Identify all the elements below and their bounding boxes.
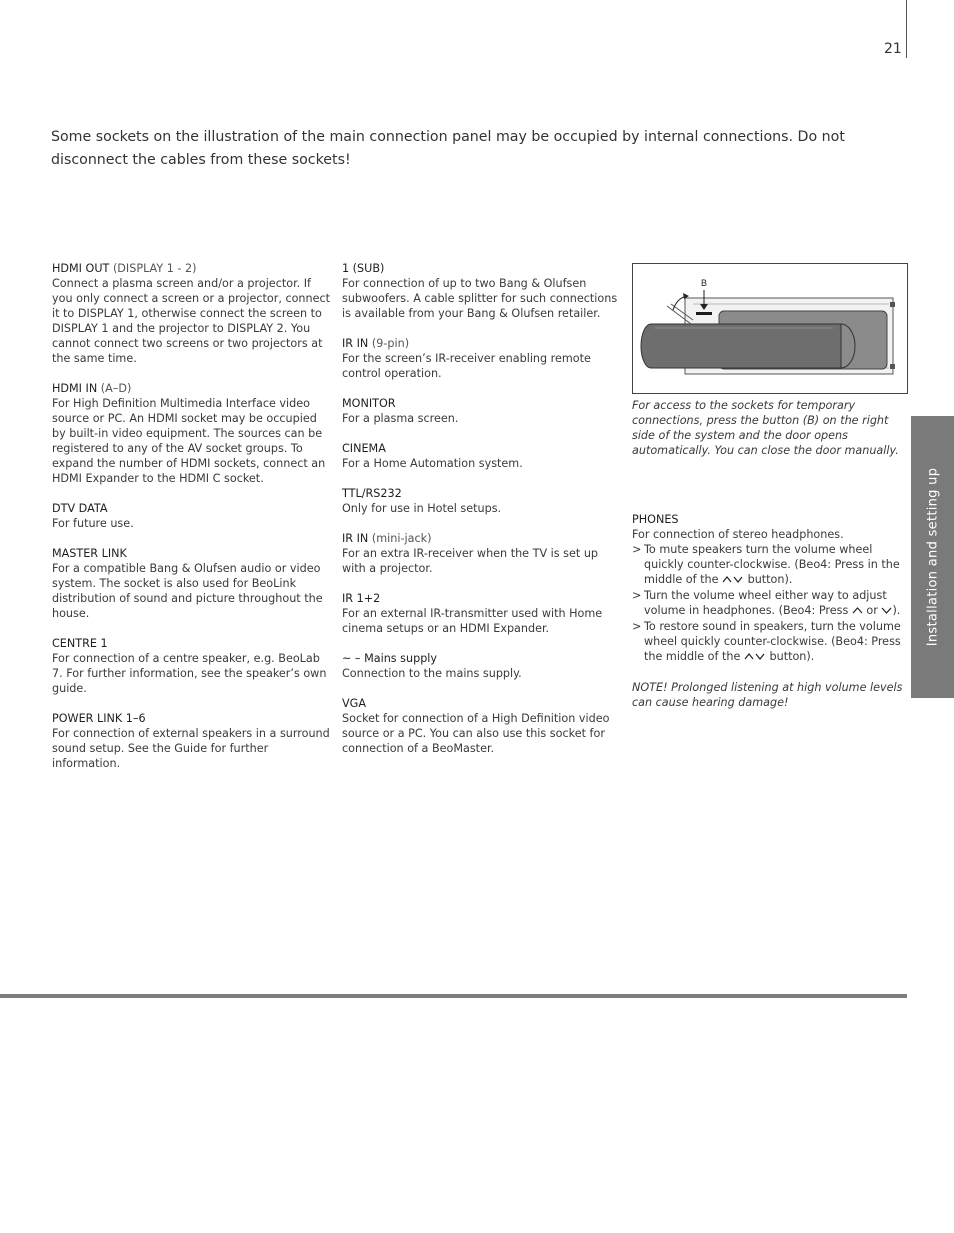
entry-desc: For connection of stereo headphones.	[632, 528, 844, 541]
entry-term: MONITOR	[342, 397, 396, 410]
entry-desc: For a Home Automation system.	[342, 457, 523, 470]
entry-desc: For connection of up to two Bang & Olufsen subwoofers. A cable splitter for such connections is available from your Bang & Olufsen retailer.	[342, 277, 618, 320]
entry-term: MASTER LINK	[52, 547, 127, 560]
phones-instructions	[632, 542, 910, 665]
door-illustration	[632, 263, 908, 394]
chevron-up-down-icon	[744, 650, 766, 665]
entry-ir-in-mini	[342, 531, 622, 576]
entry-sub	[342, 261, 622, 321]
entry-term: HDMI OUT (DISPLAY 1 - 2)	[52, 262, 197, 275]
chevron-up-icon	[852, 604, 863, 619]
entry-desc: Only for use in Hotel setups.	[342, 502, 502, 515]
entry-term: POWER LINK 1–6	[52, 712, 146, 725]
intro-paragraph: Some sockets on the illustration of the main connection panel may be occupied by internal connections. Do not disconnect the cables from these sockets!	[51, 129, 845, 168]
entry-hdmi-in	[52, 381, 332, 486]
entry-ttl-rs232	[342, 486, 622, 516]
entry-desc: For High Definition Multimedia Interface video source or PC. An HDMI socket may be occupied by built-in video equipment. The sources can be registered to any of the AV socket groups. To expand the number of HDMI sockets, connect an HDMI Expander to the HDMI C socket.	[52, 397, 326, 485]
entry-desc: Connection to the mains supply.	[342, 667, 522, 680]
entry-desc: Socket for connection of a High Definition video source or a PC. You can also use this socket for connection of a BeoMaster.	[342, 712, 610, 755]
entry-desc: Connect a plasma screen and/or a projector. If you only connect a screen or a projector, connect it to DISPLAY 1, otherwise connect the screen to DISPLAY 1 and the projector to DISPLAY 2. You cannot connect two screens or two projectors at the same time.	[52, 277, 331, 365]
entry-desc: For a compatible Bang & Olufsen audio or video system. The socket is also used for BeoLink distribution of sound and picture throughout the house.	[52, 562, 323, 620]
entry-monitor	[342, 396, 622, 426]
entry-desc: For an external IR-transmitter used with Home cinema setups or an HDMI Expander.	[342, 607, 603, 635]
entry-power-link	[52, 711, 332, 771]
entry-term: 1 (SUB)	[342, 262, 385, 275]
entry-desc: For an extra IR-receiver when the TV is set up with a projector.	[342, 547, 599, 575]
entry-desc: For connection of a centre speaker, e.g. BeoLab 7. For further information, see the speaker’s own guide.	[52, 652, 327, 695]
entry-term: VGA	[342, 697, 366, 710]
column-left	[52, 261, 332, 786]
entry-desc: For the screen’s IR-receiver enabling remote control operation.	[342, 352, 591, 380]
tv-side-illustration	[633, 264, 907, 393]
entry-cinema	[342, 441, 622, 471]
entry-desc: For future use.	[52, 517, 134, 530]
bottom-horizontal-rule	[0, 994, 907, 998]
entry-phones	[632, 512, 910, 665]
entry-desc: For connection of external speakers in a surround sound setup. See the Guide for further information.	[52, 727, 330, 770]
entry-desc: For a plasma screen.	[342, 412, 459, 425]
chevron-up-down-icon	[722, 573, 744, 588]
entry-vga	[342, 696, 622, 756]
column-middle	[342, 261, 622, 771]
entry-term: CENTRE 1	[52, 637, 108, 650]
entry-mains	[342, 651, 622, 681]
chevron-down-icon	[881, 604, 892, 619]
instruction-item: > To mute speakers turn the volume wheel quickly counter-clockwise. (Beo4: Press in the middle of the button).	[632, 542, 910, 588]
entry-term: ~ – Mains supply	[342, 652, 438, 665]
entry-term: PHONES	[632, 513, 679, 526]
page-number: 21	[884, 41, 902, 57]
entry-dtv-data	[52, 501, 332, 531]
entry-ir-12	[342, 591, 622, 636]
entry-centre-1	[52, 636, 332, 696]
entry-term: IR IN (9-pin)	[342, 337, 410, 350]
entry-term: DTV DATA	[52, 502, 108, 515]
instruction-item: > Turn the volume wheel either way to adjust volume in headphones. (Beo4: Press or ).	[632, 588, 910, 619]
section-side-tab	[911, 416, 954, 698]
entry-master-link	[52, 546, 332, 621]
hearing-warning-note: NOTE! Prolonged listening at high volume levels can cause hearing damage!	[632, 681, 903, 709]
entry-term: IR 1+2	[342, 592, 381, 605]
figure-label-b: B	[701, 278, 708, 288]
entry-hdmi-out	[52, 261, 332, 366]
top-vertical-rule	[906, 0, 907, 58]
entry-term: HDMI IN (A–D)	[52, 382, 132, 395]
instruction-item: > To restore sound in speakers, turn the volume wheel quickly counter-clockwise. (Beo4: Press the middle of the button).	[632, 619, 910, 665]
entry-term: CINEMA	[342, 442, 386, 455]
entry-term: IR IN (mini-jack)	[342, 532, 432, 545]
figure-caption: For access to the sockets for temporary connections, press the button (B) on the right side of the system and the door opens automatically. You can close the door manually.	[632, 399, 899, 457]
entry-term: TTL/RS232	[342, 487, 402, 500]
column-right	[632, 261, 910, 710]
section-side-tab-label: Installation and setting up	[925, 467, 940, 647]
entry-ir-in-9pin	[342, 336, 622, 381]
